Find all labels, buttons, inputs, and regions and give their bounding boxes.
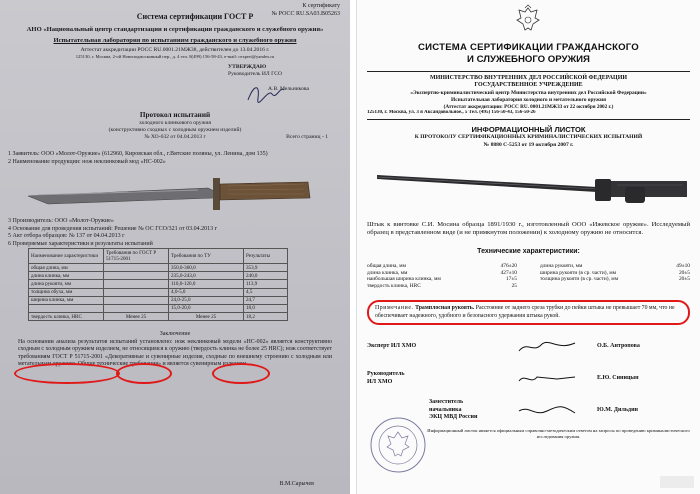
protocol-title: Протокол испытаний [139,111,211,120]
hardness-label-highlight [14,363,120,384]
left-system-title: Система сертификации ГОСТ Р [136,12,254,21]
specs-right-column [540,263,690,291]
approval-signature-icon [246,80,286,106]
right-system-title-2: И СЛУЖЕБНОГО ОРУЖИЯ [467,54,590,66]
spec-row: длина клинка, мм 427±10 [367,269,517,276]
ministry-name: МИНИСТЕРСТВО ВНУТРЕННИХ ДЕЛ РОССИЙСКОЙ ФЕДЕРАЦИИ [429,74,628,81]
page-count: Всего страниц - 1 [286,134,328,141]
lab-name: Испытательная лаборатория холодного и метательного оружия [451,96,606,103]
left-address: 125130, г. Москва, 2-ой Новоподмосковный пер., д. 4 тел. 8(499) 156-58-43, e-mail: cexpert@yandex.ru [75,54,275,60]
table-row: общая длина, мм 350,0-360,0 353,9 [29,264,288,272]
right-address: 125130, г. Москва, ул. 3 я Аксандовольное., 5 Тел. (495) 156-50-43, 156-50-26 [367,110,536,116]
conclusion-title: Заключение [159,331,191,338]
note-lead: Примечание. [375,305,414,312]
signature-icon [517,339,577,355]
mvd-seal-icon [369,416,427,474]
conclusion-text: На основании анализа результатов испытаний установлено: нож неклинковый модели «НС-002» является конструктивно сходным с холодным оружием изделием, не относящимся к оружию (твердость клинка не более 25 HRC); нож соответствует требованиям ГОСТ Р 51715-2001 «Декоративные и сувенирные изделия, сходные по внешнему строению с холодным или метательным оружием. Общие технические требования» и является сувенирным изделием. [18,338,332,368]
spec-row: общая длина, мм 476±20 [367,262,517,269]
left-accreditation: Аттестат аккредитации РОСС RU.0001.21МЖ38, действителен до 13.04.2016 г. [80,47,270,54]
right-document-scan [356,0,700,494]
head-signature-row: Руководитель ИЛ ХМО Е.Ю. Синицын [367,371,639,386]
note-highlight-box [367,300,690,325]
note-bold: Трамплосная рукоять. [415,305,475,312]
table-row: 15,0-20,0 18,0 [29,305,288,313]
institution-name: ГОСУДАРСТВЕННОЕ УЧРЕЖДЕНИЕ [474,82,583,89]
footer-note: Информационный листок является официальным справочно-методическим ответом на запросы по проведению криминалистического исследования оружия. [427,428,690,439]
spec-row: длина рукояти, мм 49±10 [540,262,690,269]
russian-eagle-emblem-icon [513,4,543,34]
signature-icon [517,371,577,387]
bayonet-photo [367,157,690,217]
left-org-name: АНО «Национальный центр стандартизации и сертификации гражданского и служебного оружия» [26,26,324,33]
signature-icon [517,403,577,419]
spec-row: ширина рукояти (в ср. части), мм 20±5 [540,269,690,276]
protocol-item-3: 3 Производитель: ООО «Молот-Оружие» [8,218,114,225]
right-accreditation: (Аттестат аккредитации: РОСС RU. 0001.21МЖ33 от 22 октября 2002 г.) [443,103,614,110]
protocol-subtitle-2: (конструктивно сходных с холодным оружием изделий) [108,127,242,134]
center-name: «Экспертно-криминалистический центр Министерства внутренних дел Российской Федерации» [410,89,647,96]
tu-requirement-highlight [212,363,270,384]
protocol-subtitle-1: холодного клинкового оружия [139,120,211,127]
approval-block: УТВЕРЖДАЮ Руководитель ИЛ ГСО А.В. Мельникова [228,64,309,93]
expert-signature-row: Эксперт ИЛ ХМО О.Б. Антропова [367,339,690,355]
table-row: длина рукояти, мм 110,0-120,0 113,9 [29,280,288,288]
protocol-item-1: 1 Заявитель: ООО «Молот-Оружие» (612960, Кировская обл., г.Вятские поляны, ул. Ленина, дом 135) [8,151,268,158]
info-sheet-title: ИНФОРМАЦИОННЫЙ ЛИСТОК [471,124,586,134]
table-row: толщина обуха, мм 4,0-5,0 4,5 [29,288,288,296]
table-header-row: Наименование характеристики Требования по ГОСТ Р 51715-2001 Требования по ТУ Результаты [29,249,288,264]
protocol-number: № ХО-632 от 04.04.2013 г [144,134,206,141]
deputy-signature-row: Заместитель начальника ЭКЦ МВД России Ю.М. Дильдин [429,399,638,421]
protocol-item-5: 5 Акт отбора образцов: № 137 от 04.04.2013 г [8,233,125,240]
gost-requirement-highlight [116,363,172,384]
protocol-item-6: 6 Проверяемые характеристики и результаты испытаний [8,240,153,247]
watermark [660,476,694,488]
info-sheet-number: № 8880 С-5253 от 19 октября 2007 г. [483,141,574,148]
table-row: ширина клинка, мм 24,0-25,0 24,7 [29,296,288,304]
knife-photo [8,170,342,216]
protocol-item-4: 4 Основание для проведения испытаний: Решение № ОС ГСО/321 от 03.04.2013 г [8,225,218,232]
bayonet-description: Штык к винтовке С.И. Мосина образца 1891/1930 г., изготовленный ООО «Ижевское оружие». Исследуемый образец в представленном виде (и не примкнутом положении) к холодному оружию не относится. [367,220,690,237]
right-system-title-1: СИСТЕМА СЕРТИФИКАЦИИ ГРАЖДАНСКОГО [418,42,639,53]
spec-row: наибольшая ширина клинка, мм 17±5 [367,276,517,283]
table-row-hardness: твердость клинка, HRC Менее 25 Менее 25 18,2 [29,313,288,321]
info-sheet-subtitle: К ПРОТОКОЛУ СЕРТИФИКАЦИОННЫХ КРИМИНАЛИСТИЧЕСКИХ ИСПЫТАНИЙ [414,134,643,141]
note-text: Расстояние от заднего среза трубки до пейки штыка не превышает 70 мм, что не обеспечивает надежного, удобного и безопасного удержания штыка рукой. [375,305,675,319]
protocol-item-2: 2 Наименование продукции: нож неклинковый мод «НС-002» [8,158,166,165]
specs-table [367,263,690,291]
characteristics-table [28,248,288,321]
table-row: длина клинка, мм 235,0-243,0 240,0 [29,272,288,280]
left-signer-name: В.М.Сарычев [279,480,314,487]
spec-row: твердость клинка, HRC 25 [367,283,517,290]
title-rule [367,71,690,72]
address-rule [367,119,690,120]
specs-left-column [367,263,517,291]
certificate-reference: К сертификату № РОСС RU.SA03.В05263 [271,3,340,17]
spec-title: Технические характеристики: [477,247,580,255]
left-lab-name: Испытательная лаборатория по испытаниям гражданского и служебного оружия [53,37,297,45]
spec-row: толщина рукояти (в ср. части), мм 20±5 [540,276,690,283]
